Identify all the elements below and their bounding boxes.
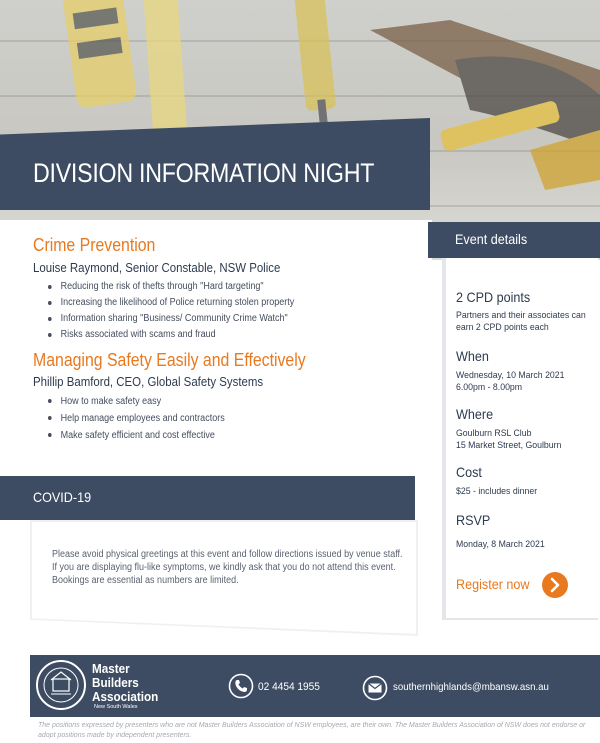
when-time: 6.00pm - 8.00pm (456, 382, 523, 393)
when-heading: When (456, 348, 489, 364)
list-item: How to make safety easy (48, 393, 225, 410)
association-logo-seal (36, 660, 86, 710)
covid-line: Bookings are essential as numbers are limited. (52, 575, 239, 586)
list-item: Risks associated with scams and fraud (48, 327, 294, 343)
phone-icon (228, 673, 254, 699)
where-heading: Where (456, 406, 494, 422)
list-item: Help manage employees and contractors (48, 410, 225, 427)
presenter-name: Phillip Bamford, CEO, Global Safety Systems (33, 374, 264, 389)
mail-icon (362, 675, 388, 701)
covid-line: Please avoid physical greetings at this event and follow directions issued by venue staff. (52, 549, 403, 560)
register-button[interactable] (542, 572, 568, 598)
logo-subtext: New South Wales (94, 704, 138, 710)
disclaimer-text: The positions expressed by presenters who are not Master Builders Association of NSW employees, are their own. The Master Builders Association of NSW does not endorse or adopt positions made by independent presenters. (38, 722, 586, 739)
building-seal-icon (38, 662, 84, 708)
cpd-text: Partners and their associates can (456, 310, 586, 321)
covid-title: COVID-19 (33, 489, 92, 505)
logo-line: Builders (92, 675, 139, 690)
logo-line: Association (92, 689, 159, 704)
when-date: Wednesday, 10 March 2021 (456, 370, 565, 381)
phone-number[interactable]: 02 4454 1955 (258, 681, 320, 693)
covid-line: If you are displaying flu-like symptoms, we kindly ask that you do not attend this event. (52, 562, 396, 573)
section-title: Crime Prevention (33, 235, 156, 255)
list-item: Reducing the risk of thefts through "Hard targeting" (48, 279, 294, 295)
where-venue: Goulburn RSL Club (456, 428, 532, 439)
cpd-heading: 2 CPD points (456, 289, 531, 305)
bullet-list (48, 393, 244, 444)
presenter-name: Louise Raymond, Senior Constable, NSW Police (33, 260, 281, 275)
logo-line: Master (92, 661, 130, 676)
covid-notice (52, 548, 412, 587)
list-item: Increasing the likelihood of Police returning stolen property (48, 295, 294, 311)
list-item: Information sharing "Business/ Community Crime Watch" (48, 311, 294, 327)
page-title: DIVISION INFORMATION NIGHT (33, 158, 375, 188)
cost-text: $25 - includes dinner (456, 486, 538, 497)
rsvp-date: Monday, 8 March 2021 (456, 539, 545, 550)
rsvp-heading: RSVP (456, 512, 491, 528)
event-details-title: Event details (455, 231, 528, 247)
bullet-list (48, 279, 322, 343)
cpd-text: earn 2 CPD points each (456, 322, 549, 333)
cost-heading: Cost (456, 464, 482, 480)
email-link[interactable]: southernhighlands@mbansw.asn.au (393, 681, 549, 693)
list-item: Make safety efficient and cost effective (48, 427, 225, 444)
chevron-right-icon (542, 572, 568, 598)
register-link[interactable]: Register now (456, 576, 530, 592)
section-title: Managing Safety Easily and Effectively (33, 350, 306, 370)
where-address: 15 Market Street, Goulburn (456, 440, 562, 451)
